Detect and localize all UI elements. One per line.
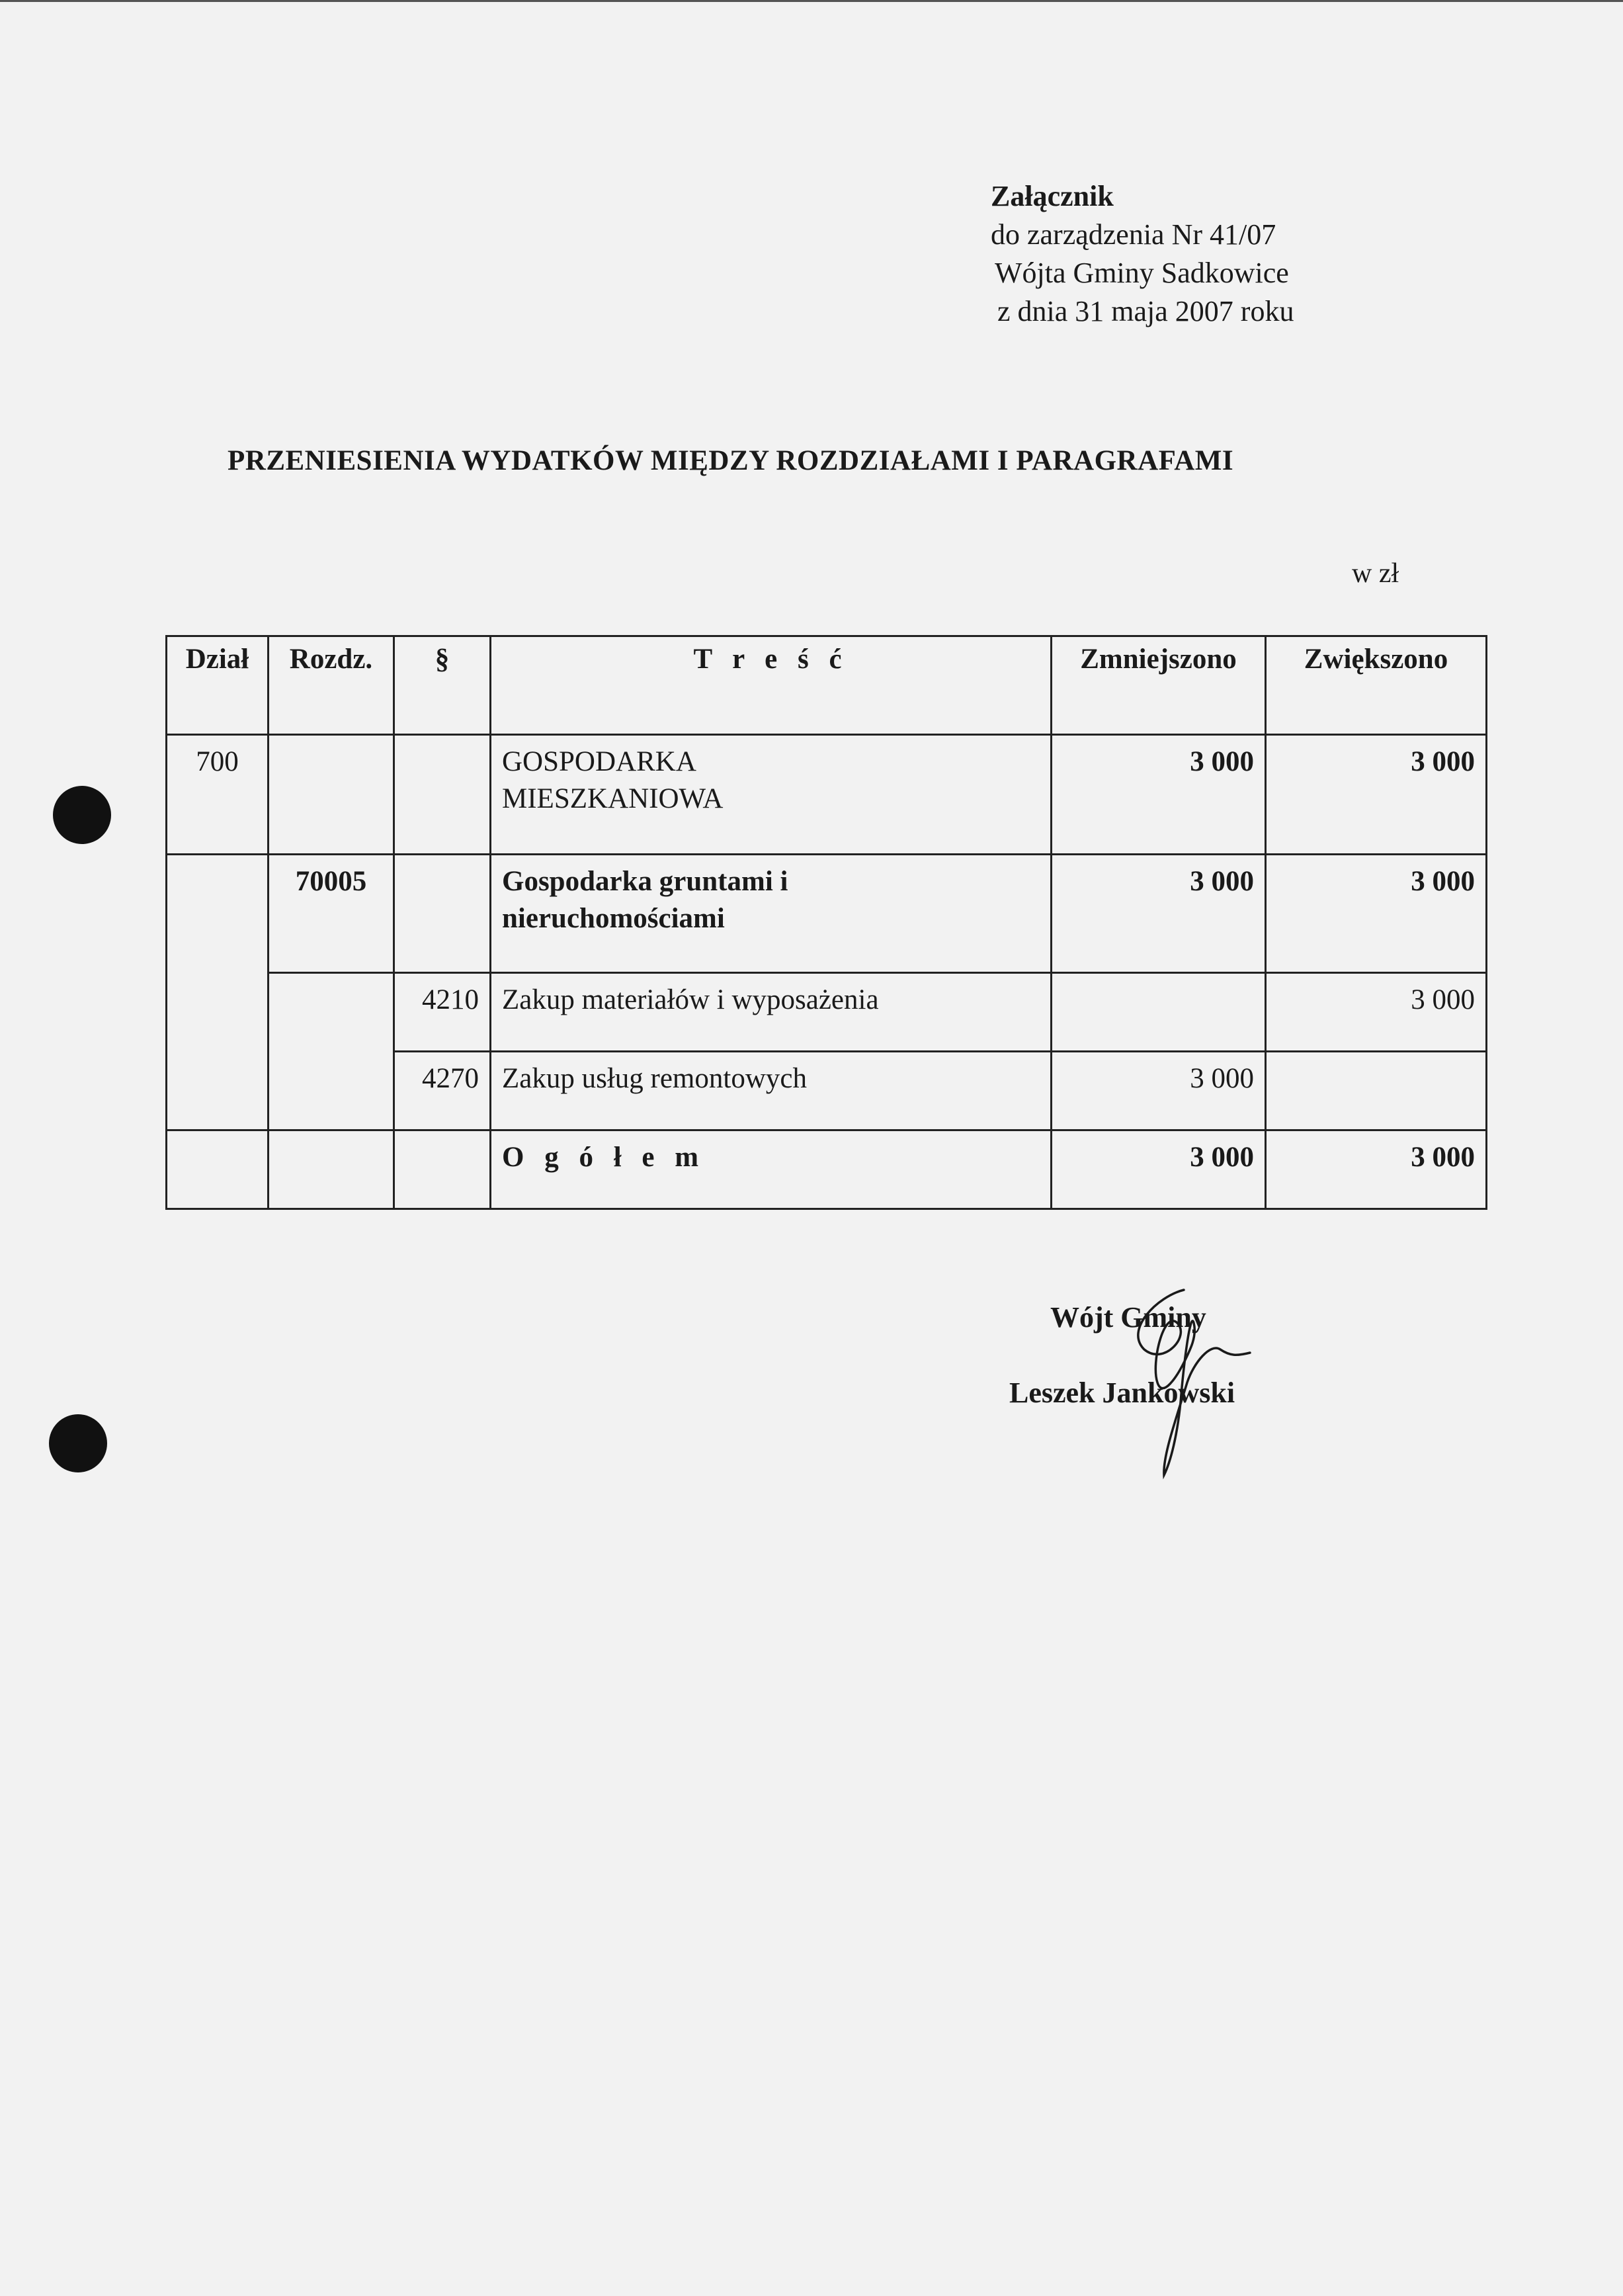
cell-zmniejszono xyxy=(1052,973,1266,1052)
budget-table xyxy=(165,635,1487,1210)
punch-hole-top xyxy=(53,786,111,844)
signatory-title: Wójt Gminy xyxy=(1050,1301,1206,1334)
header-zwiekszono: Zwiększono xyxy=(1266,636,1487,735)
cell-paragraf xyxy=(394,855,491,973)
handwritten-signature xyxy=(1085,1283,1257,1482)
cell-dzial xyxy=(167,1052,269,1130)
header-tresc: T r e ś ć xyxy=(491,636,1052,735)
cell-paragraf xyxy=(394,735,491,855)
annex-header xyxy=(991,177,1294,331)
header-dzial: Dział xyxy=(167,636,269,735)
cell-zwiekszono: 3 000 xyxy=(1266,855,1487,973)
table-row xyxy=(167,735,1487,855)
cell-rozdz xyxy=(269,1052,394,1130)
cell-dzial: 700 xyxy=(167,735,269,855)
header-rozdz: Rozdz. xyxy=(269,636,394,735)
cell-dzial xyxy=(167,973,269,1052)
header-zmniejszono: Zmniejszono xyxy=(1052,636,1266,735)
cell-zmniejszono: 3 000 xyxy=(1052,735,1266,855)
table-row xyxy=(167,1052,1487,1130)
signatory-name: Leszek Jankowski xyxy=(1009,1377,1235,1409)
page-top-edge xyxy=(0,0,1623,2)
cell-paragraf xyxy=(394,1130,491,1209)
cell-rozdz xyxy=(269,735,394,855)
cell-paragraf: 4210 xyxy=(394,973,491,1052)
annex-ordinance-line: do zarządzenia Nr 41/07 xyxy=(991,218,1276,251)
cell-zwiekszono xyxy=(1266,1052,1487,1130)
cell-tresc: Zakup materiałów i wyposażenia xyxy=(491,973,1052,1052)
cell-dzial xyxy=(167,855,269,973)
cell-tresc: Gospodarka gruntami i nieruchomościami xyxy=(491,855,1052,973)
cell-rozdz xyxy=(269,973,394,1052)
cell-zmniejszono: 3 000 xyxy=(1052,1052,1266,1130)
cell-zwiekszono: 3 000 xyxy=(1266,973,1487,1052)
cell-zwiekszono: 3 000 xyxy=(1266,735,1487,855)
table-row xyxy=(167,855,1487,973)
cell-zmniejszono: 3 000 xyxy=(1052,855,1266,973)
total-zmniejszono: 3 000 xyxy=(1052,1130,1266,1209)
cell-tresc: GOSPODARKA MIESZKANIOWA xyxy=(491,735,1052,855)
annex-date-line: z dnia 31 maja 2007 roku xyxy=(997,295,1294,327)
currency-unit: w zł xyxy=(1352,558,1399,589)
document-title: PRZENIESIENIA WYDATKÓW MIĘDZY ROZDZIAŁAMI I PARAGRAFAMI xyxy=(228,445,1234,476)
table-row xyxy=(167,973,1487,1052)
total-label: O g ó ł e m xyxy=(491,1130,1052,1209)
table-total-row xyxy=(167,1130,1487,1209)
annex-title: Załącznik xyxy=(991,180,1114,212)
cell-paragraf: 4270 xyxy=(394,1052,491,1130)
punch-hole-bottom xyxy=(49,1414,107,1472)
cell-rozdz xyxy=(269,1130,394,1209)
total-zwiekszono: 3 000 xyxy=(1266,1130,1487,1209)
cell-tresc: Zakup usług remontowych xyxy=(491,1052,1052,1130)
table-header-row xyxy=(167,636,1487,735)
header-paragraf: § xyxy=(394,636,491,735)
cell-rozdz: 70005 xyxy=(269,855,394,973)
cell-dzial xyxy=(167,1130,269,1209)
annex-issuer-line: Wójta Gminy Sadkowice xyxy=(995,257,1289,289)
